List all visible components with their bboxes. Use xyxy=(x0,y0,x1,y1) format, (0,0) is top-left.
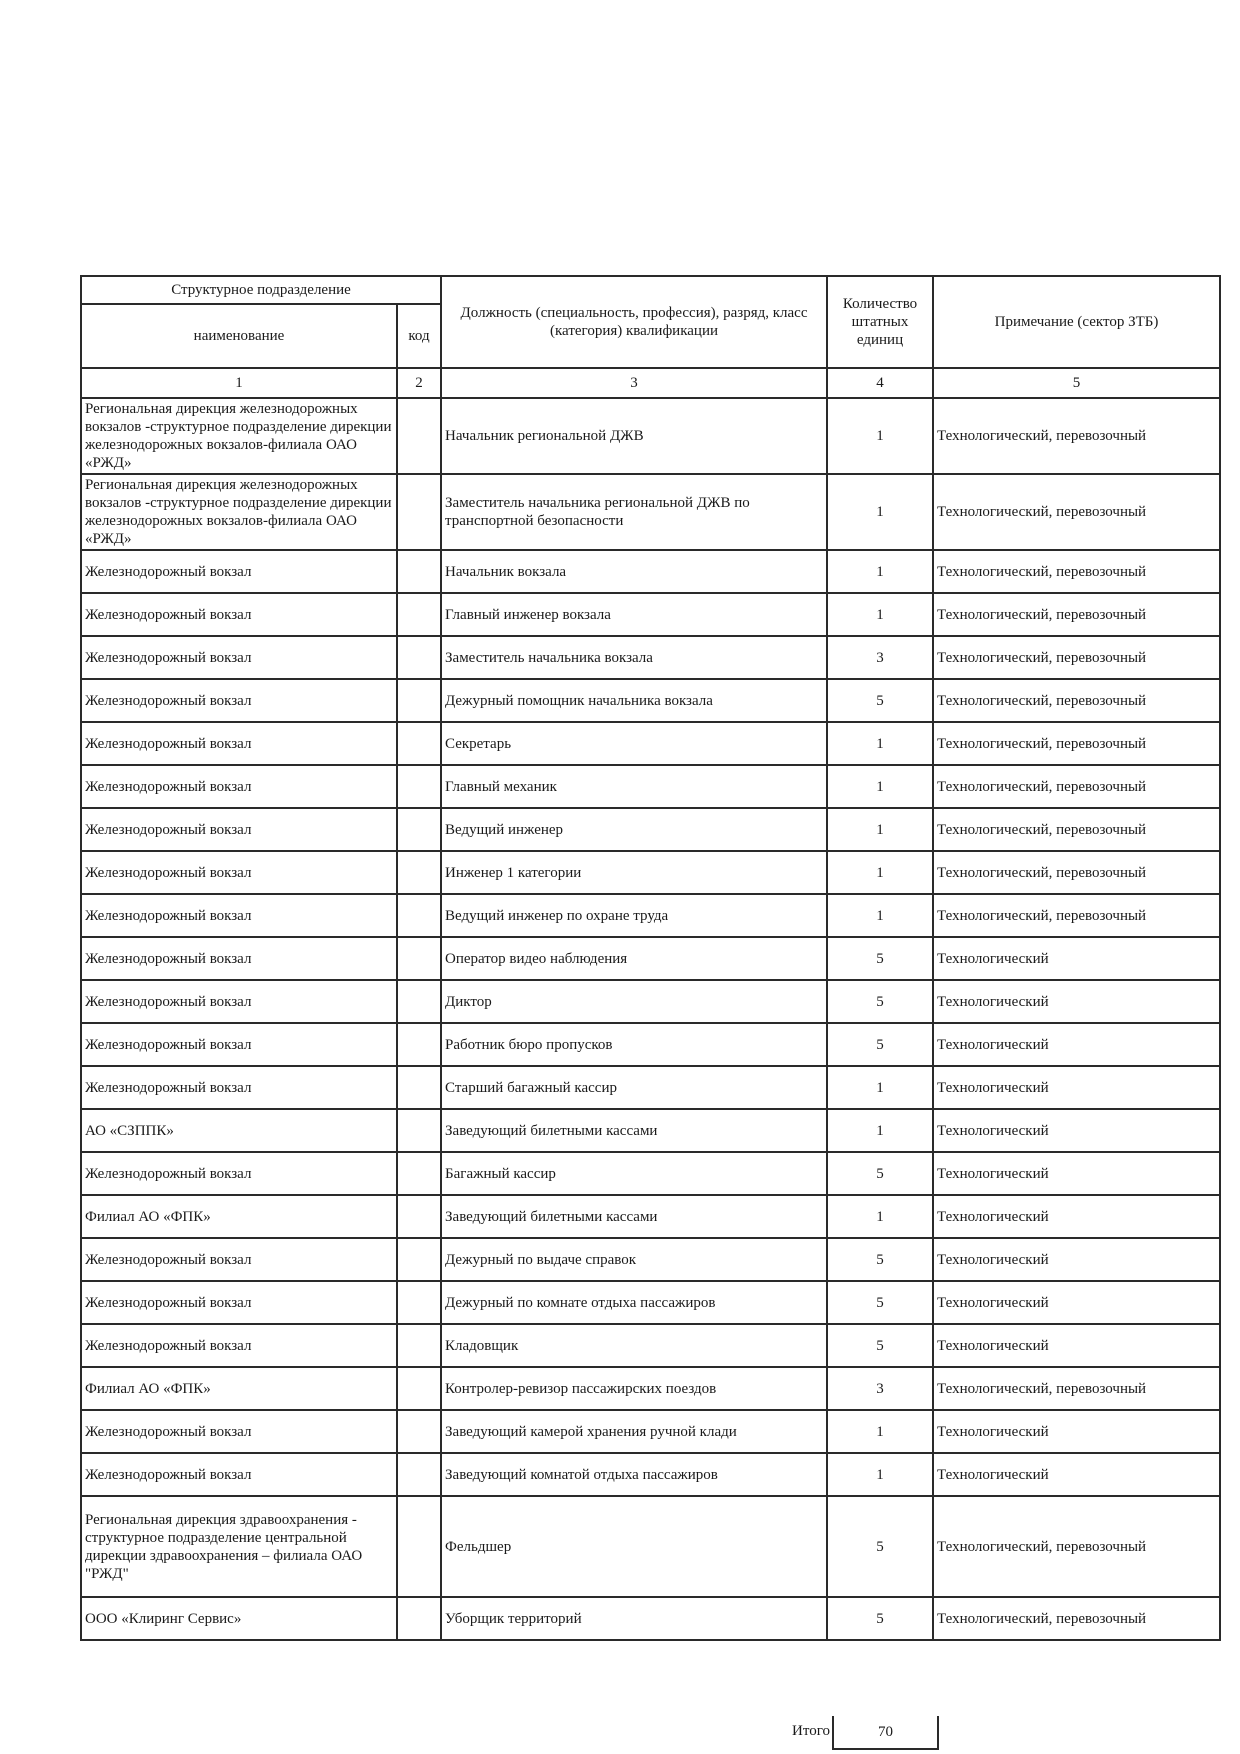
unit-code-cell xyxy=(397,722,441,765)
column-number: 5 xyxy=(933,368,1220,398)
unit-code-cell xyxy=(397,1410,441,1453)
note-cell: Технологический xyxy=(933,1023,1220,1066)
unit-code-cell xyxy=(397,398,441,474)
unit-code-cell xyxy=(397,1195,441,1238)
table-row xyxy=(81,1410,1220,1453)
position-cell: Заведующий билетными кассами xyxy=(441,1195,827,1238)
column-number: 4 xyxy=(827,368,933,398)
unit-name-cell: Железнодорожный вокзал xyxy=(81,1066,397,1109)
unit-code-cell xyxy=(397,1152,441,1195)
unit-code-cell xyxy=(397,765,441,808)
note-cell: Технологический xyxy=(933,1453,1220,1496)
note-cell: Технологический, перевозочный xyxy=(933,679,1220,722)
table-row xyxy=(81,1152,1220,1195)
table-row xyxy=(81,1496,1220,1597)
note-cell: Технологический xyxy=(933,1238,1220,1281)
position-cell: Инженер 1 категории xyxy=(441,851,827,894)
unit-code-cell xyxy=(397,1238,441,1281)
unit-name-cell: Железнодорожный вокзал xyxy=(81,1152,397,1195)
position-cell: Главный механик xyxy=(441,765,827,808)
count-cell: 3 xyxy=(827,636,933,679)
table-row xyxy=(81,398,1220,474)
unit-code-cell xyxy=(397,474,441,550)
table-row xyxy=(81,765,1220,808)
table-row xyxy=(81,1453,1220,1496)
position-cell: Заместитель начальника вокзала xyxy=(441,636,827,679)
unit-name-cell: Железнодорожный вокзал xyxy=(81,937,397,980)
position-cell: Багажный кассир xyxy=(441,1152,827,1195)
count-cell: 5 xyxy=(827,679,933,722)
unit-code-cell xyxy=(397,1109,441,1152)
table-row xyxy=(81,1195,1220,1238)
count-cell: 1 xyxy=(827,722,933,765)
table-row xyxy=(81,980,1220,1023)
note-cell: Технологический, перевозочный xyxy=(933,550,1220,593)
position-cell: Дежурный помощник начальника вокзала xyxy=(441,679,827,722)
table-row xyxy=(81,894,1220,937)
note-cell: Технологический, перевозочный xyxy=(933,474,1220,550)
staff-table xyxy=(80,275,1221,1641)
count-cell: 1 xyxy=(827,1066,933,1109)
note-cell: Технологический xyxy=(933,980,1220,1023)
note-cell: Технологический, перевозочный xyxy=(933,636,1220,679)
table-row xyxy=(81,593,1220,636)
count-cell: 5 xyxy=(827,1152,933,1195)
position-cell: Начальник вокзала xyxy=(441,550,827,593)
unit-name-cell: АО «СЗППК» xyxy=(81,1109,397,1152)
count-cell: 1 xyxy=(827,1195,933,1238)
unit-name-cell: Железнодорожный вокзал xyxy=(81,722,397,765)
header-code: код xyxy=(397,304,441,368)
position-cell: Дежурный по выдаче справок xyxy=(441,1238,827,1281)
position-cell: Главный инженер вокзала xyxy=(441,593,827,636)
header-note: Примечание (сектор ЗТБ) xyxy=(933,276,1220,368)
unit-name-cell: Железнодорожный вокзал xyxy=(81,1238,397,1281)
position-cell: Оператор видео наблюдения xyxy=(441,937,827,980)
count-cell: 5 xyxy=(827,1023,933,1066)
position-cell: Ведущий инженер xyxy=(441,808,827,851)
note-cell: Технологический, перевозочный xyxy=(933,1367,1220,1410)
unit-name-cell: Железнодорожный вокзал xyxy=(81,1453,397,1496)
position-cell: Старший багажный кассир xyxy=(441,1066,827,1109)
table-row xyxy=(81,1597,1220,1640)
unit-name-cell: Железнодорожный вокзал xyxy=(81,550,397,593)
unit-name-cell: ООО «Клиринг Сервис» xyxy=(81,1597,397,1640)
note-cell: Технологический, перевозочный xyxy=(933,398,1220,474)
unit-code-cell xyxy=(397,1496,441,1597)
unit-name-cell: Региональная дирекция железнодорожных вокзалов -структурное подразделение дирекции железнодорожных вокзалов-филиала ОАО «РЖД» xyxy=(81,398,397,474)
unit-code-cell xyxy=(397,550,441,593)
note-cell: Технологический, перевозочный xyxy=(933,722,1220,765)
note-cell: Технологический xyxy=(933,1066,1220,1109)
unit-code-cell xyxy=(397,1281,441,1324)
count-cell: 5 xyxy=(827,1496,933,1597)
unit-name-cell: Железнодорожный вокзал xyxy=(81,1281,397,1324)
position-cell: Секретарь xyxy=(441,722,827,765)
count-cell: 5 xyxy=(827,1281,933,1324)
note-cell: Технологический xyxy=(933,937,1220,980)
table-row xyxy=(81,1324,1220,1367)
note-cell: Технологический xyxy=(933,1152,1220,1195)
position-cell: Заместитель начальника региональной ДЖВ по транспортной безопасности xyxy=(441,474,827,550)
table-row xyxy=(81,1281,1220,1324)
note-cell: Технологический, перевозочный xyxy=(933,894,1220,937)
unit-name-cell: Железнодорожный вокзал xyxy=(81,1023,397,1066)
unit-name-cell: Железнодорожный вокзал xyxy=(81,679,397,722)
position-cell: Кладовщик xyxy=(441,1324,827,1367)
unit-code-cell xyxy=(397,894,441,937)
position-cell: Диктор xyxy=(441,980,827,1023)
unit-code-cell xyxy=(397,937,441,980)
count-cell: 1 xyxy=(827,1109,933,1152)
table-row xyxy=(81,636,1220,679)
count-cell: 1 xyxy=(827,474,933,550)
header-struct-unit: Структурное подразделение xyxy=(81,276,441,304)
note-cell: Технологический xyxy=(933,1281,1220,1324)
note-cell: Технологический xyxy=(933,1324,1220,1367)
unit-name-cell: Железнодорожный вокзал xyxy=(81,851,397,894)
note-cell: Технологический xyxy=(933,1410,1220,1453)
table-row xyxy=(81,1066,1220,1109)
unit-name-cell: Железнодорожный вокзал xyxy=(81,808,397,851)
position-cell: Заведующий билетными кассами xyxy=(441,1109,827,1152)
header-position: Должность (специальность, профессия), разряд, класс (категория) квалификации xyxy=(441,276,827,368)
count-cell: 5 xyxy=(827,937,933,980)
note-cell: Технологический xyxy=(933,1195,1220,1238)
header-name: наименование xyxy=(81,304,397,368)
count-cell: 1 xyxy=(827,398,933,474)
unit-code-cell xyxy=(397,1453,441,1496)
table-row xyxy=(81,550,1220,593)
table-row xyxy=(81,1023,1220,1066)
count-cell: 1 xyxy=(827,1410,933,1453)
count-cell: 1 xyxy=(827,765,933,808)
position-cell: Ведущий инженер по охране труда xyxy=(441,894,827,937)
position-cell: Заведующий комнатой отдыха пассажиров xyxy=(441,1453,827,1496)
table-row xyxy=(81,679,1220,722)
note-cell: Технологический xyxy=(933,1109,1220,1152)
note-cell: Технологический, перевозочный xyxy=(933,765,1220,808)
unit-name-cell: Железнодорожный вокзал xyxy=(81,894,397,937)
unit-code-cell xyxy=(397,1023,441,1066)
count-cell: 5 xyxy=(827,1238,933,1281)
unit-code-cell xyxy=(397,593,441,636)
table-row xyxy=(81,1109,1220,1152)
column-number: 2 xyxy=(397,368,441,398)
count-cell: 1 xyxy=(827,1453,933,1496)
unit-name-cell: Региональная дирекция здравоохранения - структурное подразделение центральной дирекции здравоохранения – филиала ОАО "РЖД" xyxy=(81,1496,397,1597)
unit-code-cell xyxy=(397,1367,441,1410)
count-cell: 5 xyxy=(827,980,933,1023)
table-row xyxy=(81,1367,1220,1410)
note-cell: Технологический, перевозочный xyxy=(933,1496,1220,1597)
table-row xyxy=(81,808,1220,851)
unit-code-cell xyxy=(397,808,441,851)
unit-name-cell: Железнодорожный вокзал xyxy=(81,1324,397,1367)
position-cell: Контролер-ревизор пассажирских поездов xyxy=(441,1367,827,1410)
unit-name-cell: Филиал АО «ФПК» xyxy=(81,1367,397,1410)
table-row xyxy=(81,474,1220,550)
position-cell: Фельдшер xyxy=(441,1496,827,1597)
table-row xyxy=(81,1238,1220,1281)
count-cell: 1 xyxy=(827,851,933,894)
note-cell: Технологический, перевозочный xyxy=(933,851,1220,894)
unit-code-cell xyxy=(397,1066,441,1109)
total-label: Итого xyxy=(792,1723,830,1739)
count-cell: 5 xyxy=(827,1597,933,1640)
unit-code-cell xyxy=(397,851,441,894)
note-cell: Технологический, перевозочный xyxy=(933,1597,1220,1640)
table-row xyxy=(81,937,1220,980)
count-cell: 3 xyxy=(827,1367,933,1410)
count-cell: 1 xyxy=(827,550,933,593)
unit-name-cell: Железнодорожный вокзал xyxy=(81,1410,397,1453)
column-number: 3 xyxy=(441,368,827,398)
note-cell: Технологический, перевозочный xyxy=(933,593,1220,636)
unit-name-cell: Региональная дирекция железнодорожных вокзалов -структурное подразделение дирекции железнодорожных вокзалов-филиала ОАО «РЖД» xyxy=(81,474,397,550)
count-cell: 1 xyxy=(827,593,933,636)
unit-name-cell: Филиал АО «ФПК» xyxy=(81,1195,397,1238)
unit-code-cell xyxy=(397,679,441,722)
header-count: Количество штатных единиц xyxy=(827,276,933,368)
unit-code-cell xyxy=(397,1324,441,1367)
unit-code-cell xyxy=(397,636,441,679)
position-cell: Работник бюро пропусков xyxy=(441,1023,827,1066)
count-cell: 1 xyxy=(827,808,933,851)
unit-name-cell: Железнодорожный вокзал xyxy=(81,765,397,808)
position-cell: Начальник региональной ДЖВ xyxy=(441,398,827,474)
column-number: 1 xyxy=(81,368,397,398)
unit-name-cell: Железнодорожный вокзал xyxy=(81,593,397,636)
position-cell: Заведующий камерой хранения ручной клади xyxy=(441,1410,827,1453)
total-value: 70 xyxy=(832,1716,939,1750)
unit-name-cell: Железнодорожный вокзал xyxy=(81,636,397,679)
table-row xyxy=(81,722,1220,765)
count-cell: 5 xyxy=(827,1324,933,1367)
table-row xyxy=(81,851,1220,894)
unit-code-cell xyxy=(397,1597,441,1640)
unit-name-cell: Железнодорожный вокзал xyxy=(81,980,397,1023)
position-cell: Дежурный по комнате отдыха пассажиров xyxy=(441,1281,827,1324)
count-cell: 1 xyxy=(827,894,933,937)
unit-code-cell xyxy=(397,980,441,1023)
position-cell: Уборщик территорий xyxy=(441,1597,827,1640)
note-cell: Технологический, перевозочный xyxy=(933,808,1220,851)
